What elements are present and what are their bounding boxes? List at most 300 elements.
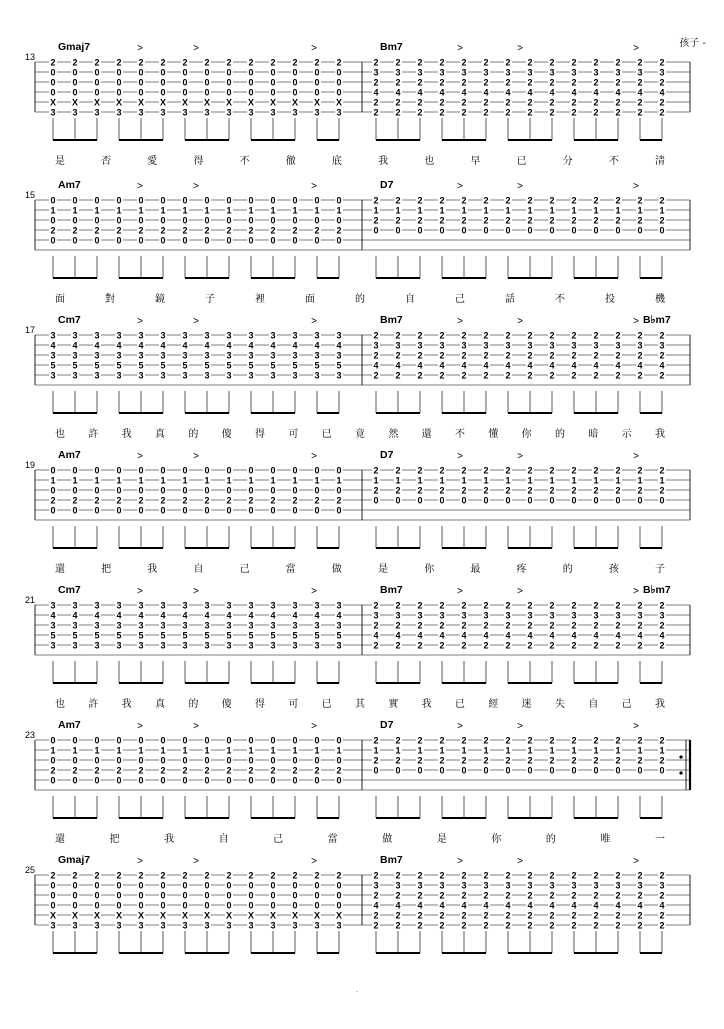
fret-number: 0	[292, 465, 298, 476]
fret-number: 2	[483, 57, 489, 68]
fret-number: 2	[637, 77, 643, 88]
fret-number: 2	[72, 495, 78, 506]
fret-number: 3	[336, 620, 342, 631]
fret-number: 2	[138, 870, 144, 881]
fret-number: 4	[483, 900, 489, 911]
fret-number: 3	[72, 350, 78, 361]
fret-number: 1	[72, 205, 78, 216]
fret-number: 1	[615, 205, 621, 216]
fret-number: 3	[593, 67, 599, 78]
fret-number: 0	[314, 67, 320, 78]
accent-mark: >	[311, 721, 317, 732]
fret-number: 1	[314, 745, 320, 756]
lyric-char: 不	[608, 156, 619, 167]
fret-number: 2	[417, 755, 423, 766]
accent-mark: >	[193, 856, 199, 867]
lyric-char: 迷	[521, 699, 532, 710]
fret-number: 0	[483, 765, 489, 776]
fret-number: 3	[439, 880, 445, 891]
fret-number: 2	[395, 920, 401, 931]
fret-number: 0	[336, 890, 342, 901]
fret-number: 0	[72, 77, 78, 88]
fret-number: 2	[483, 735, 489, 746]
fret-number: 2	[659, 330, 665, 341]
fret-number: 3	[373, 340, 379, 351]
fret-number: 4	[50, 340, 56, 351]
lyric-char: 鏡	[155, 294, 165, 305]
lyric-char: 投	[605, 294, 615, 305]
fret-number: 3	[94, 370, 100, 381]
fret-number: 2	[417, 77, 423, 88]
fret-number: 2	[527, 870, 533, 881]
fret-number: 2	[571, 640, 577, 651]
accent-mark: >	[457, 181, 463, 192]
fret-number: X	[335, 910, 343, 921]
fret-number: 0	[549, 225, 555, 236]
fret-number: 4	[439, 630, 445, 641]
lyric-char: 清	[655, 156, 665, 167]
fret-number: 0	[182, 77, 188, 88]
fret-number: 2	[439, 890, 445, 901]
fret-number: 0	[226, 890, 232, 901]
fret-number: 0	[50, 880, 56, 891]
fret-number: 1	[659, 205, 665, 216]
fret-number: 3	[50, 330, 56, 341]
fret-number: 0	[336, 505, 342, 516]
lyric-char: 還	[55, 834, 65, 845]
fret-number: 0	[248, 900, 254, 911]
fret-number: 4	[461, 630, 467, 641]
fret-number: 0	[270, 215, 276, 226]
lyric-char: 愛	[147, 156, 158, 167]
fret-number: 4	[292, 340, 298, 351]
lyric-char: 傻	[221, 429, 232, 440]
fret-number: 2	[527, 485, 533, 496]
fret-number: 0	[270, 880, 276, 891]
fret-number: 0	[204, 735, 210, 746]
fret-number: 3	[72, 330, 78, 341]
fret-number: 1	[571, 745, 577, 756]
fret-number: 2	[527, 890, 533, 901]
fret-number: X	[181, 910, 189, 921]
fret-number: 0	[571, 495, 577, 506]
fret-number: 2	[417, 735, 423, 746]
lyric-char: 對	[105, 294, 115, 305]
fret-number: 3	[395, 67, 401, 78]
lyric-char: 你	[491, 834, 502, 845]
fret-number: 1	[160, 205, 166, 216]
fret-number: 1	[637, 745, 643, 756]
fret-number: 4	[659, 630, 665, 641]
fret-number: 2	[527, 600, 533, 611]
chord-name: Am7	[58, 449, 81, 461]
fret-number: 0	[439, 225, 445, 236]
fret-number: 5	[72, 360, 78, 371]
fret-number: 1	[373, 745, 379, 756]
fret-number: 0	[248, 485, 254, 496]
lyric-char: 的	[562, 564, 573, 575]
fret-number: 2	[395, 77, 401, 88]
fret-number: 3	[527, 610, 533, 621]
fret-number: 2	[593, 640, 599, 651]
fret-number: 0	[72, 485, 78, 496]
fret-number: 4	[373, 900, 379, 911]
fret-number: 3	[461, 610, 467, 621]
fret-number: 3	[138, 350, 144, 361]
fret-number: 2	[182, 870, 188, 881]
fret-number: 3	[314, 107, 320, 118]
fret-number: 4	[373, 630, 379, 641]
lyric-char: 自	[405, 294, 415, 305]
fret-number: 2	[505, 57, 511, 68]
lyric-char: 自	[218, 834, 229, 845]
fret-number: 2	[637, 910, 643, 921]
fret-number: 0	[336, 465, 342, 476]
fret-number: 0	[50, 195, 56, 206]
fret-number: 0	[50, 77, 56, 88]
fret-number: 2	[615, 97, 621, 108]
accent-mark: >	[633, 181, 639, 192]
fret-number: 0	[292, 900, 298, 911]
fret-number: 3	[138, 107, 144, 118]
fret-number: 0	[314, 87, 320, 98]
fret-number: 0	[138, 67, 144, 78]
fret-number: 4	[549, 900, 555, 911]
fret-number: 4	[395, 87, 401, 98]
fret-number: 2	[314, 870, 320, 881]
fret-number: 0	[50, 775, 56, 786]
fret-number: 3	[160, 620, 166, 631]
fret-number: 2	[116, 495, 122, 506]
fret-number: 2	[593, 600, 599, 611]
fret-number: 2	[659, 910, 665, 921]
fret-number: 2	[138, 57, 144, 68]
fret-number: 0	[270, 87, 276, 98]
fret-number: 2	[571, 890, 577, 901]
fret-number: 3	[549, 340, 555, 351]
fret-number: 2	[571, 620, 577, 631]
fret-number: 2	[461, 350, 467, 361]
fret-number: 2	[659, 755, 665, 766]
fret-number: 0	[138, 465, 144, 476]
fret-number: 2	[373, 350, 379, 361]
lyric-char: 己	[239, 564, 250, 575]
fret-number: 2	[461, 215, 467, 226]
fret-number: 2	[637, 330, 643, 341]
lyric-char: 我	[421, 699, 432, 710]
fret-number: 2	[593, 910, 599, 921]
fret-number: X	[115, 910, 123, 921]
fret-number: 3	[204, 107, 210, 118]
fret-number: 0	[50, 465, 56, 476]
fret-number: 2	[549, 97, 555, 108]
fret-number: 2	[417, 350, 423, 361]
fret-number: 2	[439, 97, 445, 108]
lyric-char: 得	[193, 156, 204, 167]
fret-number: 0	[226, 215, 232, 226]
fret-number: 3	[204, 600, 210, 611]
fret-number: 1	[659, 745, 665, 756]
fret-number: 3	[182, 920, 188, 931]
fret-number: 0	[160, 195, 166, 206]
fret-number: 0	[72, 735, 78, 746]
fret-number: 1	[505, 205, 511, 216]
fret-number: 2	[439, 465, 445, 476]
fret-number: 0	[226, 880, 232, 891]
fret-number: 3	[527, 67, 533, 78]
lyric-char: 我	[121, 429, 132, 440]
fret-number: 3	[270, 920, 276, 931]
fret-number: 0	[94, 880, 100, 891]
fret-number: 3	[72, 620, 78, 631]
fret-number: 2	[373, 370, 379, 381]
fret-number: 2	[659, 920, 665, 931]
fret-number: 2	[505, 465, 511, 476]
fret-number: 1	[527, 205, 533, 216]
fret-number: 2	[593, 755, 599, 766]
fret-number: 0	[593, 495, 599, 506]
fret-number: 0	[94, 77, 100, 88]
fret-number: 0	[439, 765, 445, 776]
fret-number: 4	[292, 610, 298, 621]
fret-number: 2	[615, 215, 621, 226]
fret-number: 0	[637, 225, 643, 236]
fret-number: 3	[314, 600, 320, 611]
fret-number: 0	[270, 195, 276, 206]
fret-number: 2	[461, 330, 467, 341]
fret-number: 0	[50, 87, 56, 98]
fret-number: 0	[373, 225, 379, 236]
fret-number: 4	[314, 610, 320, 621]
fret-number: 3	[314, 370, 320, 381]
fret-number: 2	[527, 735, 533, 746]
lyric-char: 然	[388, 429, 399, 440]
lyric-char: 失	[555, 699, 565, 710]
fret-number: 2	[160, 225, 166, 236]
fret-number: 2	[417, 620, 423, 631]
fret-number: 3	[571, 880, 577, 891]
fret-number: 3	[439, 610, 445, 621]
fret-number: 0	[226, 775, 232, 786]
fret-number: 0	[395, 765, 401, 776]
fret-number: 0	[505, 765, 511, 776]
fret-number: 2	[461, 600, 467, 611]
lyric-char: 的	[355, 294, 365, 305]
fret-number: 3	[395, 340, 401, 351]
fret-number: 1	[94, 475, 100, 486]
fret-number: 1	[395, 475, 401, 486]
fret-number: 4	[505, 630, 511, 641]
fret-number: 2	[571, 910, 577, 921]
fret-number: 2	[549, 107, 555, 118]
accent-mark: >	[517, 181, 523, 192]
fret-number: 4	[593, 360, 599, 371]
accent-mark: >	[633, 451, 639, 462]
fret-number: 4	[270, 340, 276, 351]
fret-number: 2	[483, 910, 489, 921]
fret-number: 3	[659, 880, 665, 891]
fret-number: 4	[483, 87, 489, 98]
fret-number: 4	[461, 360, 467, 371]
chord-name: D7	[380, 179, 394, 191]
chord-name: Cm7	[58, 584, 81, 596]
lyric-char: 自	[193, 564, 204, 575]
fret-number: 2	[549, 370, 555, 381]
fret-number: 4	[439, 360, 445, 371]
fret-number: 2	[571, 215, 577, 226]
fret-number: 3	[226, 640, 232, 651]
fret-number: 4	[439, 87, 445, 98]
accent-mark: >	[311, 451, 317, 462]
lyric-char: 是	[55, 156, 65, 167]
fret-number: 1	[336, 205, 342, 216]
fret-number: 0	[417, 225, 423, 236]
lyric-char: 的	[188, 699, 199, 710]
fret-number: 2	[593, 870, 599, 881]
fret-number: 0	[292, 195, 298, 206]
fret-number: 2	[637, 350, 643, 361]
fret-number: X	[93, 910, 101, 921]
fret-number: 2	[461, 890, 467, 901]
fret-number: 0	[336, 195, 342, 206]
fret-number: 3	[248, 640, 254, 651]
fret-number: 2	[439, 350, 445, 361]
fret-number: 1	[138, 475, 144, 486]
fret-number: 2	[527, 57, 533, 68]
fret-number: 0	[138, 775, 144, 786]
fret-number: 2	[527, 215, 533, 226]
accent-mark: >	[137, 43, 143, 54]
fret-number: 2	[593, 195, 599, 206]
fret-number: 2	[395, 107, 401, 118]
fret-number: 2	[94, 495, 100, 506]
fret-number: 2	[483, 870, 489, 881]
fret-number: 3	[116, 330, 122, 341]
fret-number: 2	[50, 765, 56, 776]
fret-number: 3	[94, 600, 100, 611]
fret-number: 0	[659, 495, 665, 506]
fret-number: 2	[615, 107, 621, 118]
fret-number: 3	[549, 67, 555, 78]
fret-number: 2	[527, 107, 533, 118]
fret-number: 5	[116, 360, 122, 371]
fret-number: 2	[417, 97, 423, 108]
fret-number: 0	[160, 775, 166, 786]
fret-number: 0	[116, 900, 122, 911]
fret-number: 2	[659, 77, 665, 88]
fret-number: 2	[373, 735, 379, 746]
lyric-char: 己	[621, 699, 632, 710]
fret-number: 2	[373, 600, 379, 611]
fret-number: 2	[637, 755, 643, 766]
fret-number: 0	[72, 775, 78, 786]
fret-number: 1	[270, 745, 276, 756]
fret-number: 2	[483, 330, 489, 341]
fret-number: 0	[226, 755, 232, 766]
fret-number: 0	[204, 87, 210, 98]
fret-number: 3	[615, 340, 621, 351]
fret-number: 1	[50, 475, 56, 486]
fret-number: 0	[336, 735, 342, 746]
fret-number: 1	[593, 475, 599, 486]
fret-number: 2	[483, 640, 489, 651]
fret-number: 2	[505, 600, 511, 611]
fret-number: 0	[270, 77, 276, 88]
fret-number: 0	[138, 87, 144, 98]
lyric-char: 可	[288, 699, 299, 710]
fret-number: 0	[116, 235, 122, 246]
fret-number: 3	[248, 920, 254, 931]
fret-number: 2	[527, 910, 533, 921]
lyric-char: 把	[101, 564, 112, 575]
fret-number: X	[247, 97, 255, 108]
fret-number: 3	[314, 920, 320, 931]
fret-number: 3	[336, 350, 342, 361]
fret-number: 3	[182, 107, 188, 118]
fret-number: 0	[72, 235, 78, 246]
fret-number: 1	[292, 475, 298, 486]
fret-number: 0	[50, 215, 56, 226]
fret-number: 0	[50, 890, 56, 901]
measure-number: 25	[25, 865, 36, 875]
fret-number: 1	[94, 745, 100, 756]
fret-number: X	[137, 910, 145, 921]
fret-number: 0	[182, 890, 188, 901]
accent-mark: >	[193, 721, 199, 732]
fret-number: 2	[571, 870, 577, 881]
fret-number: 0	[72, 87, 78, 98]
fret-number: 2	[549, 195, 555, 206]
fret-number: 0	[94, 900, 100, 911]
accent-mark: >	[137, 451, 143, 462]
fret-number: 0	[248, 87, 254, 98]
fret-number: 0	[182, 485, 188, 496]
fret-number: 5	[116, 630, 122, 641]
fret-number: 2	[659, 735, 665, 746]
fret-number: 2	[373, 97, 379, 108]
fret-number: 2	[637, 465, 643, 476]
fret-number: 3	[138, 330, 144, 341]
fret-number: 0	[182, 900, 188, 911]
lyric-char: 是	[378, 564, 389, 575]
fret-number: 2	[637, 870, 643, 881]
fret-number: 2	[615, 465, 621, 476]
fret-number: 2	[226, 870, 232, 881]
fret-number: 2	[615, 485, 621, 496]
fret-number: 2	[483, 485, 489, 496]
fret-number: 4	[571, 900, 577, 911]
fret-number: 2	[659, 600, 665, 611]
fret-number: 0	[138, 755, 144, 766]
fret-number: 3	[138, 370, 144, 381]
chord-name: Bm7	[380, 41, 403, 53]
fret-number: 1	[182, 475, 188, 486]
fret-number: 0	[226, 900, 232, 911]
accent-mark: >	[633, 316, 639, 327]
fret-number: 0	[50, 505, 56, 516]
fret-number: 2	[593, 370, 599, 381]
fret-number: 0	[314, 735, 320, 746]
fret-number: 0	[527, 225, 533, 236]
fret-number: 0	[549, 765, 555, 776]
fret-number: 0	[204, 235, 210, 246]
fret-number: 0	[138, 77, 144, 88]
fret-number: 2	[549, 77, 555, 88]
fret-number: 0	[160, 900, 166, 911]
fret-number: 2	[395, 465, 401, 476]
lyric-char: 機	[655, 294, 665, 305]
fret-number: 4	[373, 87, 379, 98]
